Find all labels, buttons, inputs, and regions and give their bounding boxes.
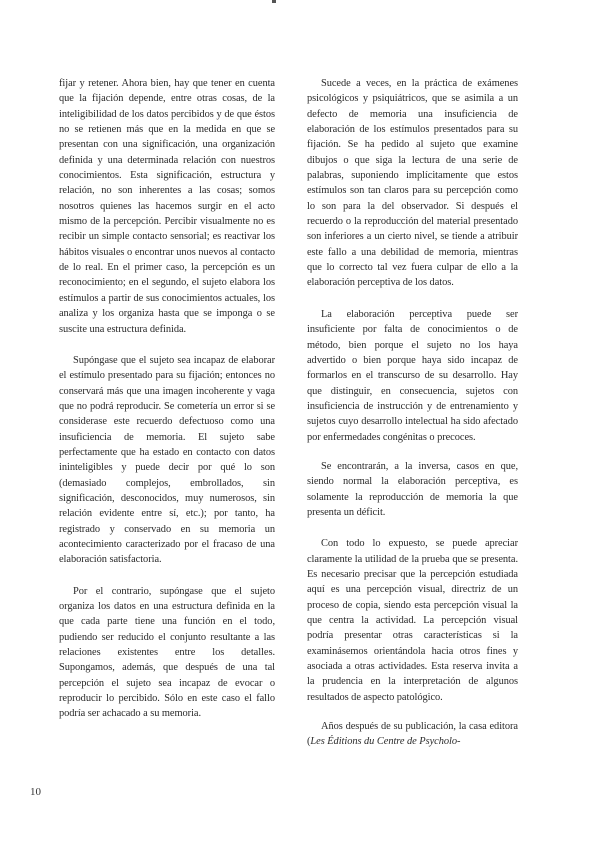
paragraph-continued (307, 719, 518, 750)
scan-mark (272, 0, 276, 3)
paragraph: Supóngase que el sujeto sea incapaz de elaborar el estímulo presentado para su fijación; entonces no conservará más que una imagen incoherente y vaga que no podrá reproducir. Se cometería un error si se considerase este recuerdo defectuoso como una insuficiencia de memoria. El sujeto sabe perfectamente que ha estado en contacto con datos ininteligibles y puede decir por qué lo son (demasiado complejos, embrollados, sin significación, desconocidos, muy numerosos, sin relación evidente entre sí, etc.); por tanto, ha registrado y conservado en su memoria un acontecimiento caracterizado por el fracaso de una elaboración satisfactoria. (59, 354, 275, 566)
paragraph: Se encontrarán, a la inversa, casos en que, siendo normal la elaboración perceptiva, es solamente la reproducción de memoria la que presenta un déficit. (307, 460, 518, 518)
paragraph: Por el contrario, supóngase que el sujeto organiza los datos en una estructura definida en la que cada parte tiene una función en el todo, pudiendo ser reducido el conjunto resultante a las relaciones existentes entre los detalles. Supongamos, además, que después de una tal percepción el sujeto sea incapaz de evocar o reproducir lo percibido. Sólo en este caso el fallo podría ser achacado a su memoria. (59, 585, 275, 720)
left-column (59, 76, 275, 722)
paragraph-text: Años después de su publicación, la casa editora ( (307, 721, 518, 748)
paragraph: fijar y retener. Ahora bien, hay que tener en cuenta que la fijación depende, entre otras cosas, de la inteligibilidad de los datos percibidos y de que éstos no se retienen más que en la medida en que se presentan con una significación, una organización definida y una determinada relación con nuestros conocimientos. Esta significación, estructura y relación, no son inherentes a las cosas; somos nosotros quienes las hacemos surgir en el acto mismo de la percepción. Percibir visualmente no es recibir un simple contacto sensorial; es reactivar los hábitos visuales o encontrar unos nuevos al contacto de lo real. En el primer caso, la percepción es un reconocimiento; en el segundo, el sujeto elabora los estímulos a partir de sus conocimientos actuales, los analiza y los organiza hasta que se imponga o se suscite una estructura definida. (59, 78, 275, 335)
paragraph: Sucede a veces, en la práctica de exámenes psicológicos y psiquiátricos, que se asimila a un defecto de memoria una insuficiencia de elaboración de los estímulos presentados para su fijación. Se ha pedido al sujeto que examine dibujos o que siga la lectura de una serie de palabras, suponiendo implícitamente que estos estímulos son tan claros para su percepción como lo son para la del observador. Si después el recuerdo o la reproducción del material presentado son inferiores a un cierto nivel, se tiende a atribuir este fallo a una debilidad de memoria, mientras que lo correcto tal vez fuera culpar de ello a la elaboración perceptiva de los datos. (307, 78, 518, 289)
right-column (307, 76, 518, 750)
page-number: 10 (30, 786, 41, 798)
paragraph: Con todo lo expuesto, se puede apreciar claramente la utilidad de la prueba que se presenta. Es necesario precisar que la percepción estudiada aquí es una percepción visual, directriz de un proceso de copia, siendo esta percepción visual la que centra la actividad. La percepción visual podría presentar otras características si la examinásemos orientándola hacia otros fines y asociada a otras actividades. Esta reserva invita a la prudencia en la interpretación de algunos resultados de aspecto patológico. (307, 538, 518, 703)
paragraph: La elaboración perceptiva puede ser insuficiente por falta de conocimientos o de método, bien porque el sujeto no los haya advertido o bien porque haya sido incapaz de formarlos en el transcurso de su desarrollo. Hay que distinguir, en consecuencia, sujetos con insuficiencia de instrucción y de entrenamiento y sujetos cuyo desarrollo intelectual ha sido afectado por enfermedades congénitas o precoces. (307, 308, 518, 443)
publisher-name: Les Éditions du Centre de Psycholo- (310, 736, 461, 748)
